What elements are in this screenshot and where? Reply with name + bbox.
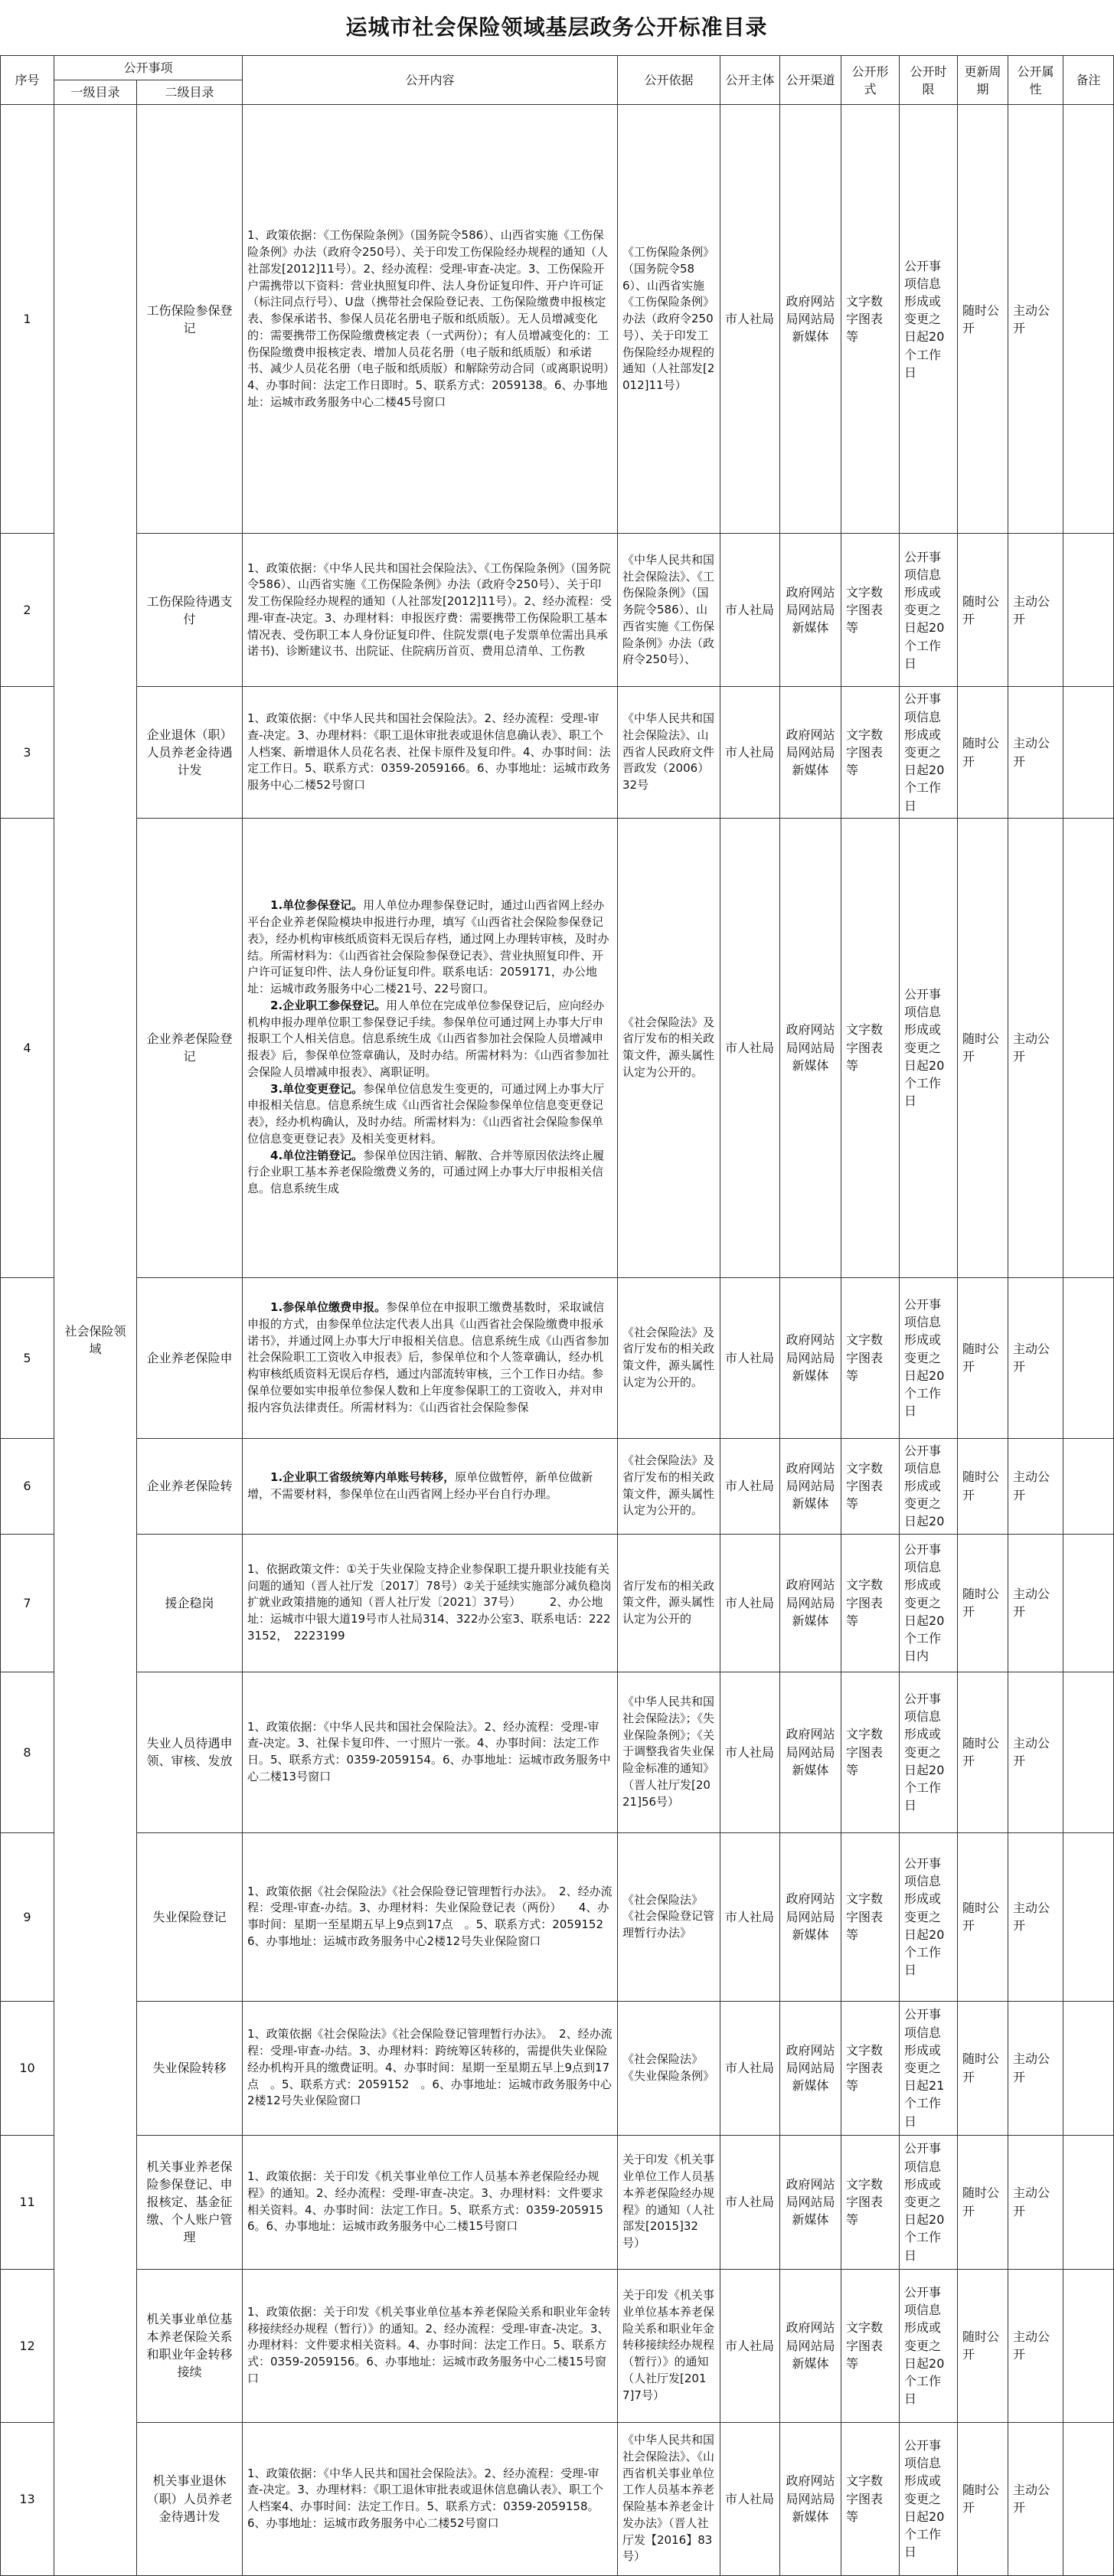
attr-cell: 主动公开 [1008, 534, 1063, 687]
cycle-cell: 随时公开 [958, 1534, 1008, 1672]
header-form: 公开形式 [841, 56, 900, 105]
remark-cell [1063, 687, 1114, 818]
content-text: 1、政策依据：《中华人民共和国社会保险法》。2、经办流程：受理-审查-决定。3、办理材料：《职工退休审批表或退休信息确认表》、职工个人档案4、办事时间：法定工作日。5、联系方式：0359-2059158。6、办事地址：运城市政务服务中心二楼52号窗口 [247, 2466, 603, 2530]
channel-cell: 政府网站局网站局新媒体 [780, 2269, 841, 2422]
content-text: 1、政策依据：《中华人民共和国社会保险法》。2、经办流程：受理-审查-决定。3、办理材料：《职工退休审批表或退休信息确认表》、职工个人档案、新增退休人员花名表、社保卡原件及复印件。4、办事时间：法定工作日。5、联系方式：0359-2059166。6、办事地址：运城市政务服务中心二楼52号窗口 [247, 711, 611, 793]
content-cell [243, 687, 618, 818]
cycle-cell: 随时公开 [958, 1277, 1008, 1438]
page-title: 运城市社会保险领域基层政务公开标准目录 [345, 15, 768, 40]
table-row [1, 2135, 1114, 2269]
content-text: 1、依据政策文件：①关于失业保险支持企业参保职工提升职业技能有关问题的通知（晋人社厅发〔2017〕78号）②关于延续实施部分减负稳岗扩就业政策措施的通知（晋人社厅发〔2021〕37号） 2、办公地址：运城市中银大道19号市人社局314、322办公室3、联系电话：2223152， 2223199 [247, 1561, 612, 1643]
basis-cell: 关于印发《机关事业单位工作人员基本养老保险经办规程》的通知（人社部发[2015]32号） [618, 2135, 720, 2269]
attr-cell: 主动公开 [1008, 1438, 1063, 1534]
remark-cell [1063, 2001, 1114, 2135]
content-text: 1.参保单位缴费申报。参保单位在申报职工缴费基数时，采取诚信申报的方式，由参保单位法定代表人出具《山西省社会保险缴费申报承诺书》，并通过网上办事大厅申报相关信息。信息系统生成《山西省参加社会保险职工工资收入申报表》后，参保单位和个人签章确认，经办机构审核纸质资料无误后存档，通过内部流转审核，三个工作日办结。参保单位要如实申报单位参保人数和上年度参保职工的工资收入，并对申报内容负法律责任。所需材料为：《山西省社会保险参保 [247, 1300, 609, 1414]
table-row [1, 2001, 1114, 2135]
attr-cell: 主动公开 [1008, 1832, 1063, 2001]
content-lead: 2.企业职工参保登记。 [270, 998, 387, 1012]
level1-cell: 社会保险领域 [54, 105, 137, 2575]
header-basis: 公开依据 [618, 56, 720, 105]
header-cycle: 更新周期 [958, 56, 1008, 105]
content-cell [243, 2269, 618, 2422]
subject-cell: 市人社局 [720, 687, 780, 818]
level2-cell: 失业保险登记 [137, 1832, 243, 2001]
row-index: 6 [1, 1438, 54, 1534]
row-index: 4 [1, 818, 54, 1277]
channel-cell: 政府网站局网站局新媒体 [780, 818, 841, 1277]
cycle-cell: 随时公开 [958, 1672, 1008, 1832]
table-row [1, 1277, 1114, 1438]
level2-cell: 失业保险转移 [137, 2001, 243, 2135]
header-level1: 一级目录 [54, 80, 137, 105]
time-cell: 公开事项信息形成或变更之日起20个工作日 [900, 2422, 958, 2575]
content-text: 1.企业职工省级统筹内单账号转移，原单位做暂停，新单位做新增，不需要材料，参保单位在山西省网上经办平台自行办理。 [247, 1469, 593, 1501]
attr-cell: 主动公开 [1008, 818, 1063, 1277]
form-cell: 文字数字图表等 [841, 534, 900, 687]
basis-cell: 《中华人民共和国社会保险法》、山西省人民政府文件 晋政发（2006）32号 [618, 687, 720, 818]
table-row [1, 2269, 1114, 2422]
time-cell: 公开事项信息形成或变更之日起21个工作日 [900, 2001, 958, 2135]
row-index: 11 [1, 2135, 54, 2269]
subject-cell: 市人社局 [720, 2269, 780, 2422]
cycle-cell: 随时公开 [958, 1832, 1008, 2001]
subject-cell: 市人社局 [720, 818, 780, 1277]
remark-cell [1063, 1438, 1114, 1534]
form-cell: 文字数字图表等 [841, 105, 900, 534]
attr-cell: 主动公开 [1008, 687, 1063, 818]
level2-cell: 机关事业退休（职）人员养老金待遇计发 [137, 2422, 243, 2575]
row-index: 3 [1, 687, 54, 818]
time-cell: 公开事项信息形成或变更之日起20个工作日 [900, 687, 958, 818]
remark-cell [1063, 2135, 1114, 2269]
subject-cell: 市人社局 [720, 105, 780, 534]
cycle-cell: 随时公开 [958, 2269, 1008, 2422]
subject-cell: 市人社局 [720, 1438, 780, 1534]
header-matter: 公开事项 [54, 56, 243, 80]
basis-cell: 《社会保险法》及省厅发布的相关政策文件，源头属性认定为公开的。 [618, 1277, 720, 1438]
time-cell: 公开事项信息形成或变更之日起20个工作日 [900, 1277, 958, 1438]
form-cell: 文字数字图表等 [841, 1438, 900, 1534]
form-cell: 文字数字图表等 [841, 687, 900, 818]
table-row [1, 687, 1114, 818]
channel-cell: 政府网站局网站局新媒体 [780, 1832, 841, 2001]
time-cell: 公开事项信息形成或变更之日起20个工作日 [900, 534, 958, 687]
content-text: 1、政策依据：《中华人民共和国社会保险法》。2、经办流程：受理-审查-决定。3、社保卡复印件、一寸照片一张。4、办事时间：法定工作日。5、联系方式：0359-2059154。6、办事地址：运城市政务服务中心二楼13号窗口 [247, 1719, 611, 1783]
content-lead: 1.企业职工省级统筹内单账号转移， [270, 1469, 456, 1484]
time-cell: 公开事项信息形成或变更之日起20个工作日 [900, 2135, 958, 2269]
table-row [1, 1672, 1114, 1832]
row-index: 2 [1, 534, 54, 687]
content-text: 1.单位参保登记。用人单位办理参保登记时，通过山西省网上经办平台企业养老保险模块申报进行办理，填写《山西省社会保险参保登记表》，经办机构审核纸质资料无误后存档，通过网上办理转审核，及时办结。所需材料为：《山西省社会保险参保登记表》、营业执照复印件、开户许可证复印件、法人身份证复印件。联系电话：2059171，办公地址：运城市政务服务中心二楼21号、22号窗口。 2.企业职工参保登记。用人单位在完成单位参保登记后，应向经办机构申报办理单位职工参保登记手续。参保单位可通过网上办事大厅申报职工个人相关信息。信息系统生成《山西省参加社会保险人员增减申报表》后，参保单位签章确认，及时办结。所需材料为：《山西省参加社会保险人员增减申报表》、离职证明。 3.单位变更登记。参保单位信息发生变更的，可通过网上办事大厅申报相关信息。信息系统生成《山西省社会保险参保单位信息变更登记表》，经办机构确认，及时办结。所需材料为：《山西省社会保险参保单位信息变更登记表》及相关变更材料。 4.单位注销登记。参保单位因注销、解散、合并等原因依法终止履行企业职工基本养老保险缴费义务的，可通过网上办事大厅申报相关信息。信息系统生成 [247, 898, 609, 1196]
subject-cell: 市人社局 [720, 1832, 780, 2001]
cycle-cell: 随时公开 [958, 1438, 1008, 1534]
header-level2: 二级目录 [137, 80, 243, 105]
channel-cell: 政府网站局网站局新媒体 [780, 2422, 841, 2575]
attr-cell: 主动公开 [1008, 2422, 1063, 2575]
cycle-cell: 随时公开 [958, 818, 1008, 1277]
time-cell: 公开事项信息形成或变更之日起20个工作日 [900, 1832, 958, 2001]
header-content: 公开内容 [243, 56, 618, 105]
content-cell [243, 818, 618, 1277]
basis-cell: 关于印发《机关事业单位基本养老保险关系和职业年金转移接续经办规程（暂行）》的通知（人社厅发[2017]7号） [618, 2269, 720, 2422]
content-lead: 1.单位参保登记。 [270, 898, 364, 913]
content-cell [243, 1534, 618, 1672]
table-row [1, 1534, 1114, 1672]
subject-cell: 市人社局 [720, 2001, 780, 2135]
header-time: 公开时限 [900, 56, 958, 105]
header-attr: 公开属性 [1008, 56, 1063, 105]
remark-cell [1063, 105, 1114, 534]
content-cell [243, 2135, 618, 2269]
content-cell [243, 2422, 618, 2575]
attr-cell: 主动公开 [1008, 2135, 1063, 2269]
form-cell: 文字数字图表等 [841, 2422, 900, 2575]
time-cell: 公开事项信息形成或变更之日起20个工作日 [900, 105, 958, 534]
content-cell [243, 1832, 639, 2001]
content-cell [243, 2001, 618, 2135]
attr-cell: 主动公开 [1008, 1534, 1063, 1672]
level2-cell: 工伤保险待遇支付 [137, 534, 243, 687]
form-cell: 文字数字图表等 [841, 2135, 900, 2269]
table-row [1, 1438, 1114, 1534]
remark-cell [1063, 1534, 1114, 1672]
attr-cell: 主动公开 [1008, 1672, 1063, 1832]
channel-cell: 政府网站局网站局新媒体 [780, 534, 841, 687]
level2-cell: 企业养老保险申 [137, 1277, 243, 1438]
channel-cell: 政府网站局网站局新媒体 [780, 1438, 841, 1534]
table-row [1, 818, 1114, 1277]
content-text: 1、政策依据：《工伤保险条例》（国务院令586）、山西省实施《工伤保险条例》办法（政府令250号）、关于印发工伤保险经办规程的通知（人社部发[2012]11号）。2、经办流程：受理-审查-决定。3、工伤保险开户需携带以下资料：营业执照复印件、法人身份证复印件、开户许可证（标注同点行号）、U盘（携带社会保险登记表、工伤保险缴费申报核定表、参保承诺书、参保人员花名册电子版和纸质版）。无人员增减变化的：需要携带工伤保险缴费核定表（一式两份）；有人员增减变化的：工伤保险缴费申报核定表、增加人员花名册（电子版和纸质版）和承诺书、减少人员花名册（电子版和纸质版）和解除劳动合同（或离职说明）4、办事时间：法定工作日即时。5、联系方式：2059138。6、办事地址：运城市政务服务中心二楼45号窗口 [247, 228, 609, 409]
catalog-table [0, 55, 1114, 2576]
content-text: 1、政策依据：关于印发《机关事业单位基本养老保险关系和职业年金转移接续经办规程（暂行）》的通知。2、经办流程：受理-审查-决定。3、办理材料：文件要求相关资料。4、办事时间：法定工作日。5、联系方式：0359-2059156。6、办事地址：运城市政务服务中心二楼15号窗口 [247, 2304, 611, 2385]
subject-cell: 市人社局 [720, 2135, 780, 2269]
content-lead: 1.参保单位缴费申报。 [270, 1300, 387, 1315]
time-cell: 公开事项信息形成或变更之日起20个工作日 [900, 1672, 958, 1832]
row-index: 13 [1, 2422, 54, 2575]
form-cell: 文字数字图表等 [841, 2001, 900, 2135]
row-index: 5 [1, 1277, 54, 1438]
row-index: 8 [1, 1672, 54, 1832]
basis-cell: 《工伤保险条例》（国务院令586）、山西省实施《工伤保险条例》办法（政府令250号）、关于印发工伤保险经办规程的通知（人社部发[2012]11号） [618, 105, 720, 534]
level2-cell: 企业养老保险转 [137, 1438, 243, 1534]
cycle-cell: 随时公开 [958, 2001, 1008, 2135]
basis-cell: 《社会保险法》《失业保险条例》 [618, 2001, 720, 2135]
basis-cell: 《社会保险法》及省厅发布的相关政策文件，源头属性认定为公开的。 [618, 1438, 720, 1534]
level2-cell: 工伤保险参保登记 [137, 105, 243, 534]
basis-cell: 《中华人民共和国社会保险法》、《山西省机关事业单位工作人员基本养老保险基本养老金计发办法》（晋人社厅发【2016】83号） [618, 2422, 720, 2575]
basis-cell: 《中华人民共和国社会保险法》、《工伤保险条例》（国务院令586）、山西省实施《工伤保险条例》办法（政府令250号）、 [618, 534, 720, 687]
form-cell: 文字数字图表等 [841, 1534, 900, 1672]
content-text: 1、政策依据：《中华人民共和国社会保险法》、《工伤保险条例》（国务院令586）、山西省实施《工伤保险条例》办法（政府令250号）、关于印发工伤保险经办规程的通知（人社部发[2012]11号）。2、经办流程：受理-审查-决定。3、办理材料：申报医疗费：需要携带工伤保险职工基本情况表、受伤职工本人身份证复印件、住院发票(电子发票单位需出具承诺书)、诊断建议书、出院证、住院病历首页、费用总清单、工伤教 [247, 561, 613, 659]
row-index: 7 [1, 1534, 54, 1672]
cycle-cell: 随时公开 [958, 2422, 1008, 2575]
remark-cell [1063, 1277, 1114, 1438]
level2-cell: 机关事业养老保险参保登记、申报核定、基金征缴、个人账户管理 [137, 2135, 243, 2269]
content-lead: 4.单位注销登记。 [270, 1148, 364, 1162]
attr-cell: 主动公开 [1008, 2001, 1063, 2135]
time-cell: 公开事项信息形成或变更之日起20个工作日 [900, 2269, 958, 2422]
remark-cell [1063, 818, 1114, 1277]
remark-cell [1063, 534, 1114, 687]
remark-cell [1063, 1832, 1114, 2001]
basis-cell: 《中华人民共和国社会保险法》；《失业保险条例》；《关于调整我省失业保险金标准的通知》（晋人社厅发[2021]56号） [618, 1672, 720, 1832]
content-cell [243, 534, 618, 687]
cycle-cell: 随时公开 [958, 2135, 1008, 2269]
channel-cell: 政府网站局网站局新媒体 [780, 2001, 841, 2135]
basis-cell: 《社会保险法》及省厅发布的相关政策文件，源头属性认定为公开的。 [618, 818, 720, 1277]
time-cell: 公开事项信息形成或变更之日起20 [900, 1438, 958, 1534]
remark-cell [1063, 1672, 1114, 1832]
attr-cell: 主动公开 [1008, 2269, 1063, 2422]
content-text: 1、政策依据：关于印发《机关事业单位工作人员基本养老保险经办规程》的通知。2、经办流程：受理-审查-决定。3、办理材料：文件要求相关资料。4、办事时间：法定工作日。5、联系方式：0359-2059156。6、办事地址：运城市政务服务中心二楼15号窗口 [247, 2169, 603, 2234]
header-index: 序号 [1, 56, 54, 105]
remark-cell [1063, 2269, 1114, 2422]
table-row [1, 1832, 1114, 2001]
form-cell: 文字数字图表等 [841, 1672, 900, 1832]
attr-cell: 主动公开 [1008, 1277, 1063, 1438]
channel-cell: 政府网站局网站局新媒体 [780, 1277, 841, 1438]
form-cell: 文字数字图表等 [841, 1277, 900, 1438]
row-index: 9 [1, 1832, 54, 2001]
header-remark: 备注 [1063, 56, 1114, 105]
subject-cell: 市人社局 [720, 534, 780, 687]
cycle-cell: 随时公开 [958, 687, 1008, 818]
content-cell [243, 105, 618, 534]
table-row [1, 105, 1114, 534]
remark-cell [1063, 2422, 1114, 2575]
row-index: 10 [1, 2001, 54, 2135]
row-index: 1 [1, 105, 54, 534]
attr-cell: 主动公开 [1008, 105, 1063, 534]
form-cell: 文字数字图表等 [841, 2269, 900, 2422]
level2-cell: 机关事业单位基本养老保险关系和职业年金转移接续 [137, 2269, 243, 2422]
basis-cell: 省厅发布的相关政策文件，源头属性认定为公开的 [618, 1534, 720, 1672]
header-channel: 公开渠道 [780, 56, 841, 105]
content-lead: 3.单位变更登记。 [270, 1081, 364, 1096]
header-subject: 公开主体 [720, 56, 780, 105]
content-cell [243, 1672, 618, 1832]
content-text: 1、政策依据《社会保险法》《社会保险登记管理暂行办法》。 2、经办流程：受理-审查-办结。3、办理材料：跨统筹区转移的，需提供失业保险经办机构开具的缴费证明。4、办事时间：星期一至星期五早上9点到17点 。5、联系方式：2059152 。6、办事地址：运城市政务服务中心2楼12号失业保险窗口 [247, 2027, 613, 2108]
level2-cell: 企业养老保险登记 [137, 818, 243, 1277]
content-cell [243, 1277, 618, 1438]
row-index: 12 [1, 2269, 54, 2422]
channel-cell: 政府网站局网站局新媒体 [780, 105, 841, 534]
subject-cell: 市人社局 [720, 1672, 780, 1832]
channel-cell: 政府网站局网站局新媒体 [780, 2135, 841, 2269]
channel-cell: 政府网站局网站局新媒体 [780, 687, 841, 818]
cycle-cell: 随时公开 [958, 105, 1008, 534]
basis-cell: 《社会保险法》《社会保险登记管理暂行办法》 [618, 1832, 720, 2001]
channel-cell: 政府网站局网站局新媒体 [780, 1672, 841, 1832]
subject-cell: 市人社局 [720, 1534, 780, 1672]
form-cell: 文字数字图表等 [841, 1832, 900, 2001]
cycle-cell: 随时公开 [958, 534, 1008, 687]
subject-cell: 市人社局 [720, 2422, 780, 2575]
channel-cell: 政府网站局网站局新媒体 [780, 1534, 841, 1672]
level2-cell: 企业退休（职）人员养老金待遇计发 [137, 687, 243, 818]
form-cell: 文字数字图表等 [841, 818, 900, 1277]
level2-cell: 援企稳岗 [137, 1534, 243, 1672]
content-text: 1、政策依据《社会保险法》《社会保险登记管理暂行办法》。 2、经办流程：受理-审查-办结。3、办理材料：失业保险登记表（两份） 4、办事时间：星期一至星期五早上9点到17点 。5、联系方式：2059152 6、办事地址：运城市政务服务中心2楼12号失业保险窗口 [247, 1884, 639, 1948]
time-cell: 公开事项信息形成或变更之日起20个工作日内 [900, 1534, 958, 1672]
time-cell: 公开事项信息形成或变更之日起20个工作日 [900, 818, 958, 1277]
table-row [1, 534, 1114, 687]
subject-cell: 市人社局 [720, 1277, 780, 1438]
level2-cell: 失业人员待遇申领、审核、发放 [137, 1672, 243, 1832]
table-row [1, 2422, 1114, 2575]
content-cell [243, 1438, 618, 1534]
